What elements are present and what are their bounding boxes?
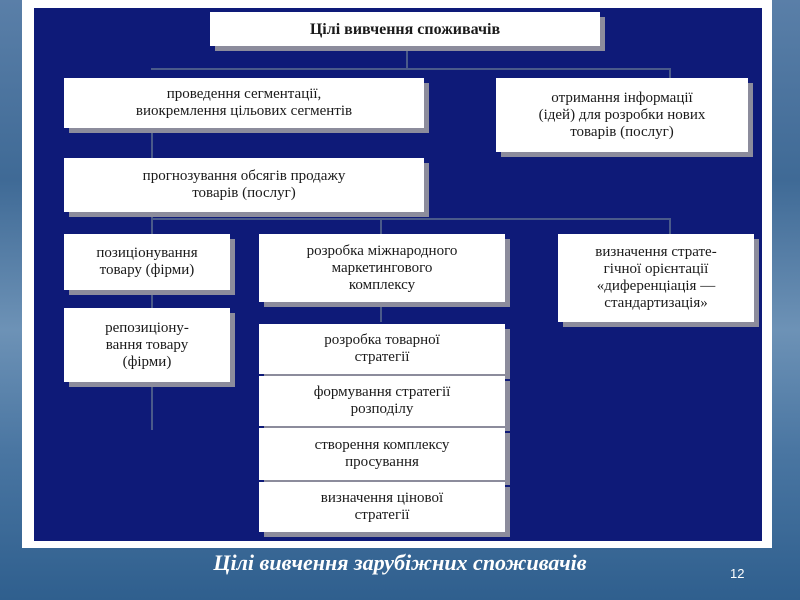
node-product-strategy: розробка товарної стратегії xyxy=(259,324,505,374)
connector-mid-horizontal xyxy=(151,218,671,220)
connector-info-down xyxy=(669,68,671,78)
node-strategic: визначення страте- гічної орієнтації «диференціація — стандартизація» xyxy=(558,234,754,322)
page-number: 12 xyxy=(730,566,745,581)
slide-caption: Цілі вивчення зарубіжних споживачів xyxy=(213,550,587,575)
connector-intl-down xyxy=(380,218,382,234)
diagram-panel xyxy=(34,8,762,541)
connector-title-down xyxy=(406,48,408,70)
diagram-title: Цілі вивчення споживачів xyxy=(210,12,600,46)
node-pricing-strategy: визначення цінової стратегії xyxy=(259,482,505,532)
node-repositioning: репозиціону- вання товару (фірми) xyxy=(64,308,230,382)
node-info: отримання інформації (ідей) для розробки нових товарів (послуг) xyxy=(496,78,748,152)
node-segmentation: проведення сегментації, виокремлення цільових сегментів xyxy=(64,78,424,128)
connector-strategic-down xyxy=(669,218,671,234)
node-forecast: прогнозування обсягів продажу товарів (послуг) xyxy=(64,158,424,212)
node-promotion-complex: створення комплексу просування xyxy=(259,428,505,480)
connector-top-horizontal xyxy=(151,68,671,70)
node-intl-complex: розробка міжнародного маркетингового комплексу xyxy=(259,234,505,302)
node-positioning: позиціонування товару (фірми) xyxy=(64,234,230,290)
connector-intl-bottom xyxy=(380,302,382,322)
node-distribution-strategy: формування стратегії розподілу xyxy=(259,376,505,426)
